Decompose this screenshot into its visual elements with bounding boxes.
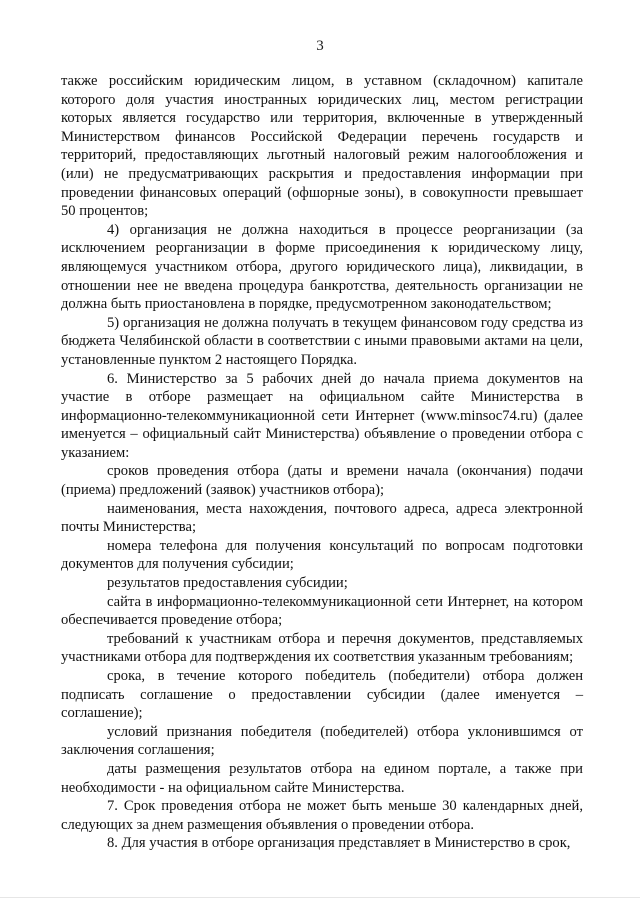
paragraph-requirement-4: 4) организация не должна находиться в процессе реорганизации (за исключением реорганизации в форме присоединения к юридическому лицу, являющемуся участником отбора, другого юридического лица), ликвидации, в отношении нее не введена процедура банкротства, деятельность организации не должна быть приостановлена в порядке, предусмотренном законодательством; bbox=[61, 221, 583, 313]
paragraph-announcement-results: результатов предоставления субсидии; bbox=[107, 575, 348, 592]
paragraph-announcement-evasion: условий признания победителя (победителей) отбора уклонившимся от заключения соглашения; bbox=[61, 723, 583, 759]
paragraph-item-7: 7. Срок проведения отбора не может быть меньше 30 календарных дней, следующих за днем размещения объявления о проведении отбора. bbox=[61, 798, 583, 833]
document-body bbox=[61, 72, 583, 853]
paragraph-announcement-website: сайта в информационно-телекоммуникационной сети Интернет, на котором обеспечивается проведение отбора; bbox=[61, 593, 583, 629]
page-number: 3 bbox=[316, 38, 324, 54]
paragraph-announcement-address: наименования, места нахождения, почтового адреса, адреса электронной почты Министерства; bbox=[61, 500, 583, 536]
paragraph-announcement-requirements: требований к участникам отбора и перечня документов, представляемых участниками отбора для подтверждения их соответствия указанным требованиям; bbox=[61, 630, 583, 666]
paragraph-announcement-phone: номера телефона для получения консультаций по вопросам подготовки документов для получения субсидии; bbox=[61, 537, 583, 573]
paragraph-requirement-5: 5) организация не должна получать в текущем финансовом году средства из бюджета Челябинской области в соответствии с иными правовыми актами на цели, установленные пунктом 2 настоящего Порядка. bbox=[61, 314, 583, 368]
paragraph-offshore-clause: также российским юридическим лицом, в уставном (складочном) капитале которого доля участия иностранных юридических лиц, местом регистрации которых является государство или территория, включенные в утвержденный Министерством финансов Российской Федерации перечень государств и территорий, предоставляющих льготный налоговый режим налогообложения и (или) не предусматривающих раскрытия и предоставления информации при проведении финансовых операций (офшорные зоны), в совокупности превышает 50 процентов; bbox=[61, 73, 583, 220]
paragraph-announcement-deadlines: сроков проведения отбора (даты и времени начала (окончания) подачи (приема) предложений (заявок) участников отбора); bbox=[61, 463, 583, 499]
paragraph-item-8: 8. Для участия в отборе организация представляет в Министерство в срок, bbox=[107, 835, 571, 852]
paragraph-announcement-signing-term: срока, в течение которого победитель (победители) отбора должен подписать соглашение о предоставлении субсидии (далее именуется – соглашение); bbox=[61, 668, 583, 722]
paragraph-announcement-publication: даты размещения результатов отбора на едином портале, а также при необходимости - на официальном сайте Министерства. bbox=[61, 760, 583, 796]
page-bottom-divider bbox=[0, 897, 640, 898]
paragraph-item-6: 6. Министерство за 5 рабочих дней до начала приема документов на участие в отборе размещает на официальном сайте Министерства в информационно-телекоммуникационной сети Интернет (www.minsoc74.ru) (далее именуется – официальный сайт Министерства) объявление о проведении отбора с указанием: bbox=[61, 370, 583, 461]
